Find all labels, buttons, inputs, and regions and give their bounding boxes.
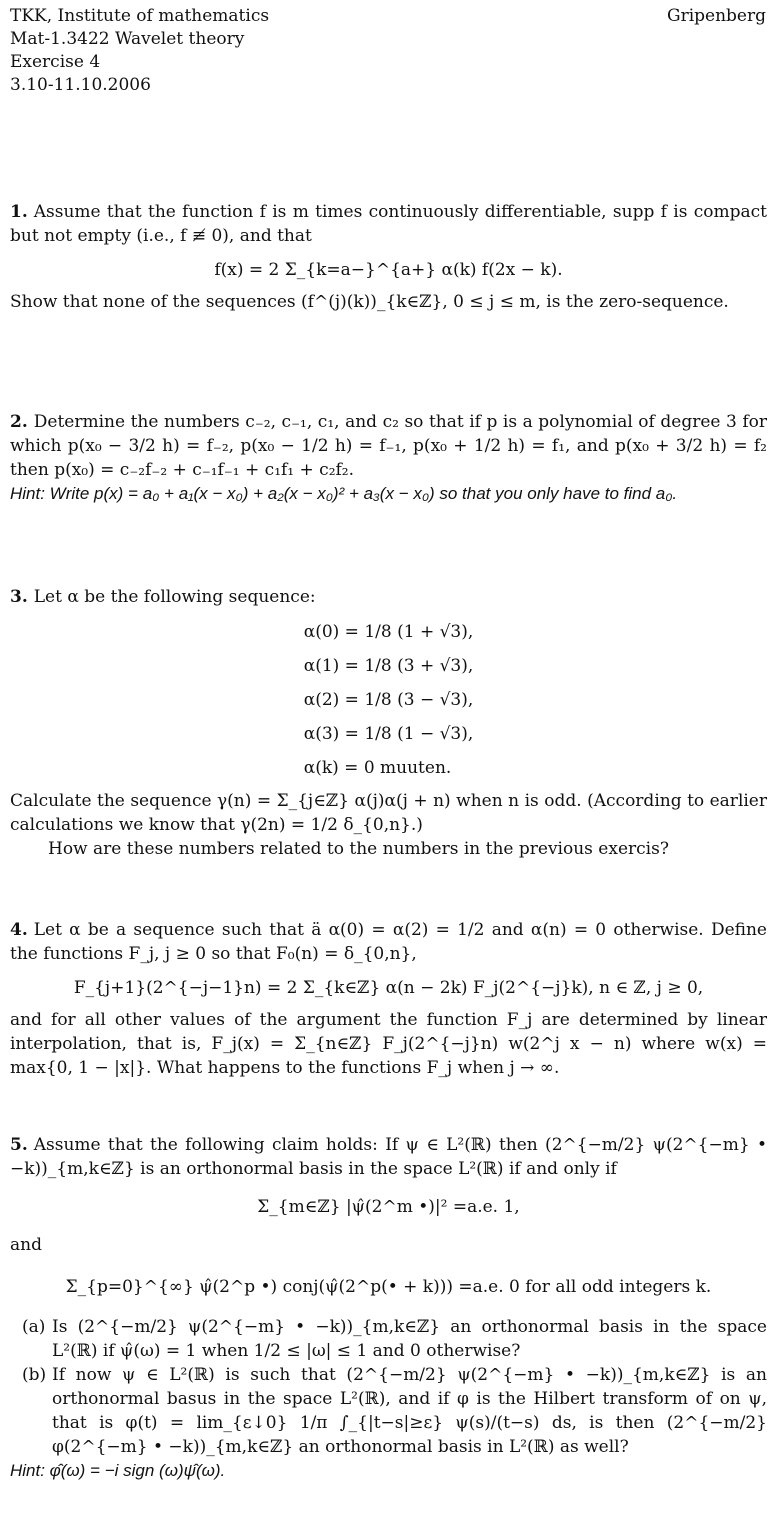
- sequence-line: α(3) = 1/8 (1 − √3),: [303, 724, 474, 744]
- subquestion-list: [22, 1315, 767, 1459]
- exercise-number: Exercise 4: [10, 52, 101, 72]
- author: Gripenberg: [667, 6, 766, 26]
- problem-equation: Σ_{p=0}^{∞} ψ̂(2^p •) conj(ψ̂(2^p(• + k))) =a.e. 0 for all odd integers k.: [65, 1277, 712, 1297]
- course: Mat-1.3422 Wavelet theory: [10, 29, 245, 49]
- problem-1: [10, 200, 767, 314]
- problem-text: and for all other values of the argument the function F_j are determined by linear interpolation, that is, F_j(x) = Σ_{n∈ℤ} F_j(2^{−j}n) w(2^j x − n) where w(x) = max{0, 1 − |x|}. What happens to the functions F_j when j → ∞.: [10, 1010, 767, 1078]
- sequence-definition: [10, 615, 767, 785]
- problem-text: Let α be the following sequence:: [33, 587, 316, 607]
- problem-equation: f(x) = 2 Σ_{k=a−}^{a+} α(k) f(2x − k).: [214, 260, 563, 280]
- problem-hint: Hint: φ̂(ω) = −i sign (ω)ψ̂(ω).: [10, 1461, 226, 1480]
- problem-number: 2.: [10, 412, 28, 432]
- subquestion-label: (b): [22, 1365, 47, 1385]
- problem-5: [10, 1133, 767, 1483]
- subquestion: [22, 1363, 767, 1459]
- problem-hint: Hint: Write p(x) = a₀ + a₁(x − x₀) + a₂(x − x₀)² + a₃(x − x₀) so that you only have to find a₀.: [10, 484, 678, 503]
- subquestion-text: Is (2^{−m/2} ψ(2^{−m} • −k))_{m,k∈ℤ} an orthonormal basis in the space L²(ℝ) if ψ̂(ω) = 1 when 1/2 ≤ |ω| ≤ 1 and 0 otherwise?: [52, 1317, 767, 1361]
- problem-text: Show that none of the sequences (f^(j)(k))_{k∈ℤ}, 0 ≤ j ≤ m, is the zero-sequence.: [10, 292, 729, 312]
- problem-2: [10, 410, 767, 506]
- problem-text: Let α be a sequence such that ä α(0) = α(2) = 1/2 and α(n) = 0 otherwise. Define the functions F_j, j ≥ 0 so that F₀(n) = δ_{0,n},: [10, 920, 767, 964]
- problem-number: 5.: [10, 1135, 28, 1155]
- problem-3: [10, 585, 767, 861]
- subquestion-label: (a): [22, 1317, 46, 1337]
- subquestion: [22, 1315, 767, 1363]
- problem-number: 1.: [10, 202, 28, 222]
- sequence-line: α(2) = 1/8 (3 − √3),: [303, 690, 474, 710]
- sequence-line: α(1) = 1/8 (3 + √3),: [303, 656, 474, 676]
- subquestion-text: If now ψ ∈ L²(ℝ) is such that (2^{−m/2} ψ(2^{−m} • −k))_{m,k∈ℤ} is an orthonormal basus in the space L²(ℝ), and if φ is the Hilbert transform of on ψ, that is φ(t) = lim_{ε↓0} 1/π ∫_{|t−s|≥ε} ψ(s)/(t−s) ds, is then (2^{−m/2} φ(2^{−m} • −k))_{m,k∈ℤ} an orthonormal basis in L²(ℝ) as well?: [52, 1365, 767, 1457]
- sequence-line: α(0) = 1/8 (1 + √3),: [303, 622, 474, 642]
- problem-equation: Σ_{m∈ℤ} |ψ̂(2^m •)|² =a.e. 1,: [257, 1197, 520, 1217]
- sequence-line: α(k) = 0 muuten.: [303, 758, 452, 778]
- problem-equation: F_{j+1}(2^{−j−1}n) = 2 Σ_{k∈ℤ} α(n − 2k) F_j(2^{−j}k), n ∈ ℤ, j ≥ 0,: [73, 978, 704, 998]
- header-left: [10, 5, 269, 97]
- problem-text: Calculate the sequence γ(n) = Σ_{j∈ℤ} α(j)α(j + n) when n is odd. (According to earlier calculations we know that γ(2n) = 1/2 δ_{0,n}.): [10, 791, 767, 835]
- institute: TKK, Institute of mathematics: [10, 6, 270, 26]
- conjunction: and: [10, 1235, 42, 1255]
- problem-number: 3.: [10, 587, 28, 607]
- exercise-dates: 3.10-11.10.2006: [10, 75, 151, 95]
- problem-text: Assume that the function f is m times continuously differentiable, supp f is compact but not empty (i.e., f ≢ 0), and that: [10, 202, 767, 246]
- problem-4: [10, 918, 767, 1080]
- problem-text: Determine the numbers c₋₂, c₋₁, c₁, and c₂ so that if p is a polynomial of degree 3 for which p(x₀ − 3/2 h) = f₋₂, p(x₀ − 1/2 h) = f₋₁, p(x₀ + 1/2 h) = f₁, and p(x₀ + 3/2 h) = f₂ then p(x₀) = c₋₂f₋₂ + c₋₁f₋₁ + c₁f₁ + c₂f₂.: [10, 412, 767, 480]
- problem-number: 4.: [10, 920, 28, 940]
- problem-text: Assume that the following claim holds: If ψ ∈ L²(ℝ) then (2^{−m/2} ψ(2^{−m} • −k))_{m,k∈ℤ} is an orthonormal basis in the space L²(ℝ) if and only if: [10, 1135, 767, 1179]
- problem-text: How are these numbers related to the numbers in the previous exercis?: [48, 839, 669, 859]
